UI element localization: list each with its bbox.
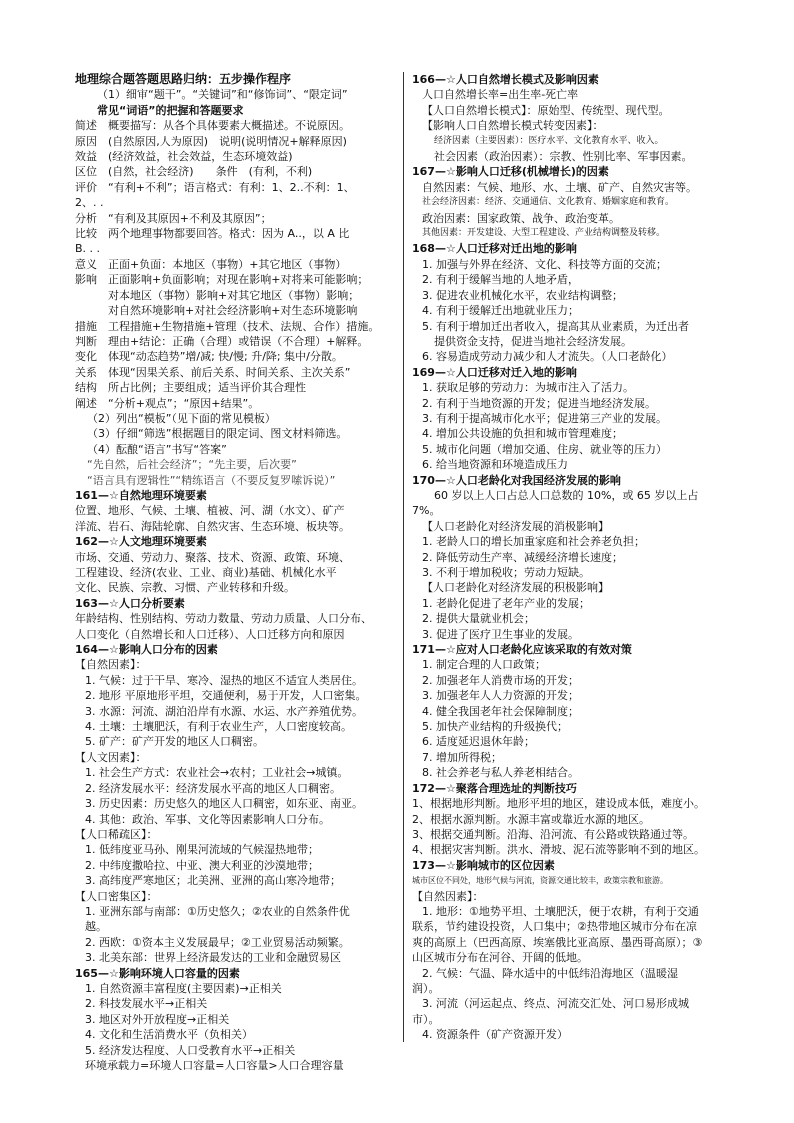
text-line: 洋流、岩石、海陆轮廓、自然灾害、生态环境、板块等。 xyxy=(75,519,350,533)
text-line: 1. 老龄人口的增长加重家庭和社会养老负担； xyxy=(422,535,645,549)
text-line: 2. 中纬度撒哈拉、中亚、澳大利亚的沙漠地带； xyxy=(85,858,319,872)
section-heading: 162—☆人文地理环境要素 xyxy=(75,535,207,549)
text-line: 社会经济因素：经济、交通通信、文化教育、婚姻家庭和教育。 xyxy=(422,197,675,208)
text-line: 2. 地形 平原地形平坦，交通便利，易于开发，人口密集。 xyxy=(85,689,367,703)
text-line: （1）细审“题干”。“关键词”和“修饰词”、“限定词” xyxy=(97,88,348,102)
text-line: 润）。 xyxy=(412,981,440,995)
text-line: 比较 两个地理事物都要回答。格式：因为 A..，以 A 比 xyxy=(75,227,350,241)
right-column xyxy=(412,72,730,1043)
text-line: 1、根据地形判断。地形平坦的地区，建设成本低，难度小。 xyxy=(412,797,705,811)
text-line: 1. 亚洲东部与南部：①历史悠久；②农业的自然条件优 xyxy=(85,904,350,918)
text-line: 2. 科技发展水平→正相关 xyxy=(85,997,208,1011)
section-heading: 166—☆人口自然增长模式及影响因素 xyxy=(412,73,599,86)
text-line: 城市区位不同处，地形气候与河流，资源交通比较丰，政策宗教和旅游。 xyxy=(412,876,668,886)
text-line: （3）仔细“筛选”根据题目的限定词、图文材料筛选。 xyxy=(87,427,348,441)
text-line: 4、根据灾害判断。洪水、滑坡、泥石流等影响不到的地区。 xyxy=(412,843,705,857)
text-line: 3. 不利于增加税收；劳动力短缺。 xyxy=(422,566,590,579)
text-line: 政治因素：国家政策、战争、政治变革。 xyxy=(422,211,620,225)
text-line: 位置、地形、气候、土壤、植被、河、湖（水文）、矿产 xyxy=(75,504,345,518)
section-heading: 170—☆人口老龄化对我国经济发展的影响 xyxy=(412,473,621,487)
text-line: 6. 给当地资源和环境造成压力 xyxy=(422,458,568,472)
text-line: 【人口老龄化对经济发展的积极影响】 xyxy=(422,581,609,595)
text-line: 越。 xyxy=(85,920,107,934)
text-line: 4. 土壤：土壤肥沃，有利于农业生产，人口密度较高。 xyxy=(85,720,352,734)
text-line: 市场、交通、劳动力、聚落、技术、资源、政策、环境、 xyxy=(75,550,350,564)
text-line: 2. 西欧：①资本主义发展最早；②工业贸易活动频繁。 xyxy=(85,935,350,949)
text-line: 影响 正面影响+负面影响；对现在影响+对将来可能影响； xyxy=(75,273,369,287)
text-line: 评价 “有利+不利”；语言格式：有利：1、2..不利：1、 xyxy=(75,180,355,194)
text-line: 年龄结构、性别结构、劳动力数量、劳动力质量、人口分布、 xyxy=(75,612,372,626)
text-line: 6. 容易造成劳动力减少和人才流失。（人口老龄化） xyxy=(422,350,673,364)
column-divider xyxy=(403,72,404,1042)
text-line: 【自然因素】： xyxy=(412,889,484,903)
text-line: 【人口稀疏区】： xyxy=(75,827,158,841)
text-line: 2. 气候：气温、降水适中的中低纬沿海地区（温暖湿 xyxy=(422,966,678,980)
text-line: 2、根据水源判断。水源丰富或靠近水源的地区。 xyxy=(412,812,650,826)
text-line: 3. 地区对外开放程度→正相关 xyxy=(85,1012,230,1026)
text-line: 4. 增加公共设施的负担和城市管理难度； xyxy=(422,427,623,441)
text-line: 对自然环境影响+对社会经济影响+对生态环境影响 xyxy=(75,304,358,318)
section-heading: 172—☆聚落合理选址的判断技巧 xyxy=(412,781,577,795)
text-line: 提供资金支持，促进当地社会经济发展。 xyxy=(434,334,632,348)
section-heading: 165—☆影响环境人口容量的因素 xyxy=(75,966,240,980)
text-line: 对本地区（事物）影响+对其它地区（事物）影响； xyxy=(75,288,360,302)
text-line: 市）。 xyxy=(412,1012,440,1026)
text-line: 1. 制定合理的人口政策； xyxy=(422,658,546,672)
text-line: 1. 地形：①地势平坦、土壤肥沃，便于农耕，有利于交通 xyxy=(422,904,699,918)
text-line: 3. 有利于提高城市化水平；促进第三产业的发展。 xyxy=(422,411,667,425)
text-line: 2. 提供大量就业机会； xyxy=(422,612,535,626)
text-line: 关系 体现“因果关系、前后关系、时间关系、主次关系” xyxy=(75,365,351,379)
text-line: 7%。 xyxy=(412,504,441,518)
section-heading: 163—☆人口分析要素 xyxy=(75,596,185,610)
text-line: 4. 资源条件（矿产资源开发） xyxy=(422,1028,568,1042)
text-line: 意义 正面+负面：本地区（事物）+其它地区（事物） xyxy=(75,257,347,271)
text-line: 4. 其他：政治、军事、文化等因素影响人口分布。 xyxy=(85,812,330,826)
text-line: 变化 体现“动态趋势”增/减; 快/慢; 升/降; 集中/分散。 xyxy=(75,350,343,364)
text-line: 2. 有利于当地资源的开发；促进当地经济发展。 xyxy=(422,396,656,410)
text-line: 2. 有利于缓解当地的人地矛盾， xyxy=(422,273,579,287)
text-line: 效益 (经济效益，社会效益，生态环境效益) xyxy=(75,150,293,164)
section-heading: 168—☆人口迁移对迁出地的影响 xyxy=(412,242,577,256)
text-line: 判断 理由+结论：正确（合理）或错误（不合理）+解释。 xyxy=(75,334,369,348)
section-heading: 167—☆影响人口迁移(机械增长)的因素 xyxy=(412,165,609,179)
text-line: 常见“词语”的把握和答题要求 xyxy=(97,103,244,117)
text-line: 3. 高纬度严寒地区；北美洲、亚洲的高山寒冷地带； xyxy=(85,874,341,888)
text-line: 阐述 “分析+观点”；“原因+结果”。 xyxy=(75,396,260,410)
section-heading: 164—☆影响人口分布的因素 xyxy=(75,643,218,657)
text-line: 工程建设、经济(农业、工业、商业)基础、机械化水平 xyxy=(75,566,337,579)
section-heading: 169—☆人口迁移对迁入地的影响 xyxy=(412,365,577,379)
text-line: 人口自然增长率=出生率-死亡率 xyxy=(422,88,579,102)
text-line: 3. 促进了医疗卫生事业的发展。 xyxy=(422,627,579,641)
text-line: 6. 适度延迟退休年龄； xyxy=(422,735,535,749)
left-lines xyxy=(75,72,395,1073)
text-line: 7. 增加所得税； xyxy=(422,750,502,764)
text-line: 1. 气候：过于干旱、寒冷、湿热的地区不适宜人类居住。 xyxy=(85,673,363,687)
text-line: 3. 加强老年人人力资源的开发； xyxy=(422,689,579,703)
text-line: 3. 北美东部：世界上经济最发达的工业和金融贸易区 xyxy=(85,951,341,965)
section-heading: 161—☆自然地理环境要素 xyxy=(75,488,207,502)
text-line: 【自然因素】： xyxy=(75,658,147,672)
text-line: 环境承载力=环境人口容量=人口容量>人口合理容量 xyxy=(85,1059,344,1072)
text-line: 5. 有利于增加迁出者收入，提高其从业素质，为迁出者 xyxy=(422,319,689,333)
text-line: 1. 自然资源丰富程度(主要因素)→正相关 xyxy=(85,981,282,995)
text-line: 5. 矿产：矿产开发的地区人口稠密。 xyxy=(85,735,264,749)
section-heading: 地理综合题答题思路归纳：五步操作程序 xyxy=(75,72,292,86)
text-line: 联系，节约建设投资，人口集中；②热带地区城市分布在凉 xyxy=(412,920,697,934)
text-line: 2、. . xyxy=(75,196,104,210)
text-line: 【人口密集区】： xyxy=(75,889,158,903)
text-line: 2. 经济发展水平：经济发展水平高的地区人口稠密。 xyxy=(85,781,341,795)
text-line: 5. 加快产业结构的升级换代； xyxy=(422,720,568,734)
text-line: 【人文因素】： xyxy=(75,750,147,764)
left-column xyxy=(75,72,395,1073)
text-line: 1. 获取足够的劳动力：为城市注入了活力。 xyxy=(422,381,634,395)
text-line: 2. 降低劳动生产率、减缓经济增长速度； xyxy=(422,550,623,564)
text-line: “先自然，后社会经济”；“先主要，后次要” xyxy=(87,458,297,472)
text-line: 爽的高原上（巴西高原、埃塞俄比亚高原、墨西哥高原）；③ xyxy=(412,935,703,949)
text-line: 3. 历史因素：历史悠久的地区人口稠密，如东亚、南亚。 xyxy=(85,797,363,811)
text-line: 4. 文化和生活消费水平（负相关） xyxy=(85,1028,253,1042)
section-heading: 171—☆应对人口老龄化应该采取的有效对策 xyxy=(412,643,632,657)
text-line: 3. 促进农业机械化水平，农业结构调整； xyxy=(422,288,623,302)
text-line: 山区城市分布在河谷、开阔的低地。 xyxy=(412,951,588,965)
text-line: 文化、民族、宗教、习惯、产业转移和升级。 xyxy=(75,581,295,595)
text-line: 1. 老龄化促进了老年产业的发展； xyxy=(422,596,590,610)
text-line: 简述 概要描写：从各个具体要素大概描述。不说原因。 xyxy=(75,119,350,133)
text-line: 措施 工程措施+生物措施+管理（技术、法规、合作）措施。 xyxy=(75,319,380,333)
text-line: 分析 “有利及其原因+不利及其原因”； xyxy=(75,211,272,225)
text-line: 人口变化（自然增长和人口迁移）、人口迁移方向和原因 xyxy=(75,627,345,641)
text-line: 1. 低纬度亚马孙、刚果河流域的气候湿热地带； xyxy=(85,843,319,857)
text-line: 1. 加强与外界在经济、文化、科技等方面的交流； xyxy=(422,257,667,271)
text-line: 自然因素：气候、地形、水、土壤、矿产、自然灾害等。 xyxy=(422,180,697,194)
text-line: 3. 水源：河流、湖泊沿岸有水源、水运、水产养殖优势。 xyxy=(85,704,363,718)
text-line: 8. 社会养老与私人养老相结合。 xyxy=(422,766,579,780)
text-line: 4. 健全我国老年社会保障制度； xyxy=(422,704,579,718)
text-line: 社会因素（政治因素）：宗教、性别比率、军事因素。 xyxy=(434,150,693,164)
text-line: 原因 (自然原因,人为原因) 说明(说明情况+解释原因) xyxy=(75,134,347,148)
section-heading: 173—☆影响城市的区位因素 xyxy=(412,858,555,872)
text-line: 5. 城市化问题（增加交通、住房、就业等的压力） xyxy=(422,442,667,456)
text-line: 区位 (自然，社会经济) 条件 (有利，不利) xyxy=(75,165,313,179)
text-line: 60 岁以上人口占总人口总数的 10%，或 65 岁以上占 xyxy=(434,488,699,502)
text-line: 其他因素：开发建设、大型工程建设、产业结构调整及转移。 xyxy=(422,228,666,239)
text-line: 3. 河流（河运起点、终点、河流交汇处、河口易形成城 xyxy=(422,997,689,1011)
text-line: 5. 经济发达程度、人口受教育水平→正相关 xyxy=(85,1043,296,1057)
text-line: （4）酝酿“语言”书写“答案” xyxy=(87,442,227,456)
text-line: 经济因素（主要因素）：医疗水平、文化教育水平、收入。 xyxy=(434,135,664,146)
text-line: B. . . xyxy=(75,242,101,256)
text-line: 3、根据交通判断。沿海、沿河流、有公路或铁路通过等。 xyxy=(412,827,694,841)
text-line: 【人口老龄化对经济发展的消极影响】 xyxy=(422,519,609,533)
text-line: 【影响人口自然增长模式转变因素】： xyxy=(422,119,604,133)
text-line: 【人口自然增长模式】：原始型、传统型、现代型。 xyxy=(422,103,670,117)
right-lines xyxy=(412,72,730,1043)
text-line: 结构 所占比例；主要组成；适当评价其合理性 xyxy=(75,381,306,395)
text-line: 2. 加强老年人消费市场的开发； xyxy=(422,673,579,687)
text-line: 1. 社会生产方式：农业社会→农村；工业社会→城镇。 xyxy=(85,766,349,780)
text-line: 4. 有利于缓解迁出地就业压力； xyxy=(422,304,579,318)
text-line: “语言具有逻辑性”“精练语言（不要反复罗嗦诉说）” xyxy=(87,473,336,487)
text-line: （2）列出“模板”（见下面的常见模板） xyxy=(87,411,276,425)
